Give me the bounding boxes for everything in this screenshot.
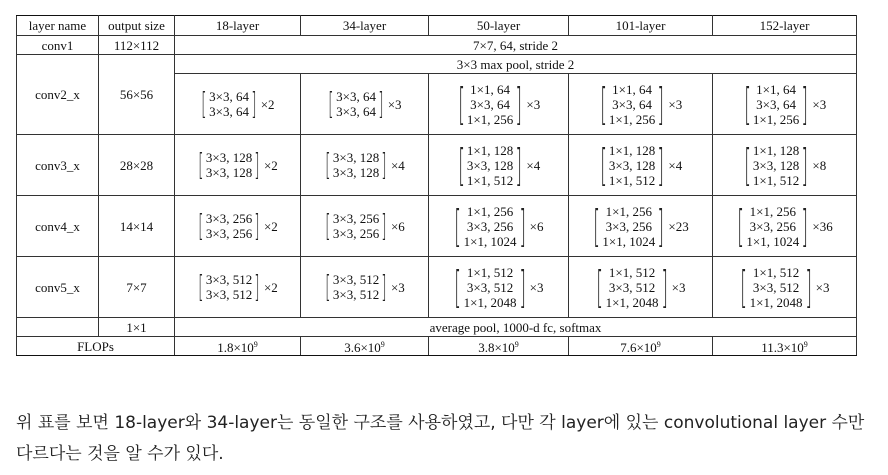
- block-line: 3×3, 256: [749, 218, 796, 234]
- flops-exp: 9: [380, 340, 385, 349]
- header-34-layer: 34-layer: [301, 16, 429, 36]
- block-line: 3×3, 128: [205, 165, 253, 180]
- flops-base: 3.8×10: [478, 340, 515, 355]
- header-50-layer: 50-layer: [429, 16, 569, 36]
- block-line: 1×1, 1024: [746, 233, 800, 249]
- block-line: 1×1, 512: [752, 172, 800, 188]
- block-bracket-group: [743, 78, 827, 130]
- block-line: 1×1, 256: [752, 111, 800, 127]
- block-line: 3×3, 512: [205, 272, 253, 287]
- right-bracket: ]: [804, 261, 812, 313]
- block-multiplier: ×4: [390, 157, 405, 173]
- flops-base: 1.8×10: [217, 340, 254, 355]
- block-bracket-group: [197, 208, 278, 244]
- block-multiplier: ×6: [529, 218, 544, 234]
- cell-layer-name: conv4_x: [17, 196, 99, 257]
- left-bracket: [: [201, 86, 207, 122]
- block-bracket-group: [324, 269, 405, 305]
- block-line: 3×3, 128: [608, 157, 656, 173]
- block-lines: [332, 150, 380, 180]
- block-line: 1×1, 256: [605, 203, 652, 219]
- right-bracket: ]: [657, 78, 665, 130]
- row-flops: [17, 337, 857, 356]
- cell-block-l18: [175, 135, 301, 196]
- cell-block-l101: [569, 74, 713, 135]
- block-bracket-group: [739, 261, 830, 313]
- left-bracket: [: [325, 269, 331, 305]
- right-bracket: ]: [381, 208, 387, 244]
- flops-exp: 9: [656, 340, 661, 349]
- block-line: 3×3, 128: [752, 157, 800, 173]
- left-bracket: [: [737, 200, 745, 252]
- block-lines: [463, 265, 518, 310]
- block-line: 1×1, 256: [608, 111, 656, 127]
- left-bracket: [: [600, 139, 607, 191]
- cell-block-l101: [569, 257, 713, 318]
- right-bracket: ]: [378, 86, 384, 122]
- block-line: 3×3, 64: [612, 96, 652, 112]
- block-line: 1×1, 128: [608, 142, 656, 158]
- cell-block-l152: [713, 196, 857, 257]
- block-line: 1×1, 512: [752, 264, 800, 280]
- flops-exp: 9: [253, 340, 258, 349]
- right-bracket: ]: [801, 139, 809, 191]
- block-bracket-group: [743, 139, 827, 191]
- left-bracket: [: [198, 147, 204, 183]
- cell-layer-name: conv2_x: [17, 55, 99, 135]
- block-line: 3×3, 256: [466, 218, 514, 234]
- cell-flops-152: [713, 337, 857, 356]
- cell-block-l34: [301, 196, 429, 257]
- cell-block-l152: [713, 135, 857, 196]
- block-bracket-group: [457, 78, 541, 130]
- cell-block-l101: [569, 196, 713, 257]
- cell-block-l101: [569, 135, 713, 196]
- cell-flops-50: [429, 337, 569, 356]
- right-bracket: ]: [515, 78, 523, 130]
- cell-block-l18: [175, 74, 301, 135]
- block-multiplier: ×4: [526, 157, 541, 173]
- block-line: 1×1, 256: [466, 203, 514, 219]
- block-line: 3×3, 512: [608, 279, 656, 295]
- left-bracket: [: [458, 139, 465, 191]
- row-conv5: [17, 257, 857, 318]
- block-line: 1×1, 256: [466, 111, 514, 127]
- header-output-size: output size: [99, 16, 175, 36]
- cell-flops-34: [301, 337, 429, 356]
- block-line: 3×3, 128: [205, 150, 253, 165]
- block-line: 3×3, 256: [605, 218, 652, 234]
- block-line: 1×1, 1024: [602, 233, 656, 249]
- left-bracket: [: [325, 208, 331, 244]
- left-bracket: [: [593, 200, 601, 252]
- block-lines: [205, 211, 253, 241]
- cell-output-size: 112×112: [99, 36, 175, 55]
- block-lines: [752, 143, 800, 188]
- block-line: 1×1, 64: [612, 81, 652, 97]
- cell-conv1-spec: 7×7, 64, stride 2: [175, 36, 857, 55]
- block-multiplier: ×3: [815, 279, 830, 295]
- flops-exp: 9: [514, 340, 519, 349]
- block-multiplier: ×2: [263, 279, 278, 295]
- block-lines: [205, 150, 253, 180]
- block-multiplier: ×3: [668, 96, 683, 112]
- row-conv4: [17, 196, 857, 257]
- cell-output-size: 7×7: [99, 257, 175, 318]
- block-bracket-group: [457, 139, 541, 191]
- block-line: 3×3, 64: [470, 96, 510, 112]
- cell-final-spec: average pool, 1000-d fc, softmax: [175, 318, 857, 337]
- flops-exp: 9: [803, 340, 808, 349]
- left-bracket: [: [454, 200, 462, 252]
- block-line: 3×3, 256: [205, 211, 253, 226]
- cell-block-l18: [175, 196, 301, 257]
- block-lines: [601, 204, 656, 249]
- block-multiplier: ×3: [526, 96, 541, 112]
- block-multiplier: ×2: [263, 157, 278, 173]
- block-line: 1×1, 2048: [605, 294, 659, 310]
- cell-layer-name: conv1: [17, 36, 99, 55]
- block-line: 1×1, 64: [470, 81, 510, 97]
- block-lines: [332, 272, 380, 302]
- block-line: 3×3, 512: [752, 279, 800, 295]
- block-line: 1×1, 512: [608, 264, 656, 280]
- row-final: [17, 318, 857, 337]
- left-bracket: [: [600, 78, 607, 130]
- block-multiplier: ×2: [260, 96, 275, 112]
- block-line: 1×1, 512: [466, 264, 514, 280]
- block-multiplier: ×3: [387, 96, 402, 112]
- block-line: 1×1, 1024: [463, 233, 517, 249]
- cell-block-l152: [713, 74, 857, 135]
- cell-block-l50: [429, 257, 569, 318]
- block-line: 1×1, 2048: [749, 294, 803, 310]
- cell-block-l34: [301, 257, 429, 318]
- block-multiplier: ×8: [812, 157, 827, 173]
- cell-layer-name: conv5_x: [17, 257, 99, 318]
- block-line: 1×1, 128: [752, 142, 800, 158]
- right-bracket: ]: [515, 139, 523, 191]
- cell-layer-name: conv3_x: [17, 135, 99, 196]
- cell-block-l18: [175, 257, 301, 318]
- block-bracket-group: [595, 261, 686, 313]
- block-line: 1×1, 512: [608, 172, 656, 188]
- block-lines: [608, 143, 656, 188]
- cell-block-l34: [301, 74, 429, 135]
- block-bracket-group: [592, 200, 689, 252]
- right-bracket: ]: [381, 147, 387, 183]
- block-multiplier: ×6: [390, 218, 405, 234]
- right-bracket: ]: [801, 78, 809, 130]
- block-bracket-group: [599, 139, 683, 191]
- block-multiplier: ×36: [812, 218, 833, 234]
- right-bracket: ]: [657, 139, 665, 191]
- left-bracket: [: [198, 208, 204, 244]
- block-line: 3×3, 64: [336, 89, 376, 104]
- block-line: 3×3, 64: [209, 104, 249, 119]
- right-bracket: ]: [251, 86, 257, 122]
- block-bracket-group: [453, 200, 544, 252]
- block-line: 1×1, 256: [749, 203, 796, 219]
- caption-text: 위 표를 보면 18-layer와 34-layer는 동일한 구조를 사용하였고, 다만 각 layer에 있는 convolutional layer 수만 다르다는 것을 알 수가 있다.: [16, 413, 865, 464]
- left-bracket: [: [458, 78, 465, 130]
- right-bracket: ]: [254, 147, 260, 183]
- cell-output-size: 14×14: [99, 196, 175, 257]
- cell-block-l50: [429, 74, 569, 135]
- block-line: 3×3, 128: [466, 157, 514, 173]
- block-line: 1×1, 64: [756, 81, 796, 97]
- right-bracket: ]: [254, 208, 260, 244]
- cell-output-size: 28×28: [99, 135, 175, 196]
- left-bracket: [: [325, 147, 331, 183]
- cell-output-size: 1×1: [99, 318, 175, 337]
- block-bracket-group: [197, 147, 278, 183]
- row-conv3: [17, 135, 857, 196]
- cell-block-l50: [429, 196, 569, 257]
- right-bracket: ]: [518, 200, 526, 252]
- block-bracket-group: [599, 78, 683, 130]
- flops-base: 3.6×10: [344, 340, 381, 355]
- block-lines: [466, 143, 514, 188]
- header-101-layer: 101-layer: [569, 16, 713, 36]
- block-line: 3×3, 64: [756, 96, 796, 112]
- left-bracket: [: [596, 261, 604, 313]
- block-line: 3×3, 512: [332, 287, 380, 302]
- block-bracket-group: [324, 147, 405, 183]
- block-bracket-group: [200, 86, 275, 122]
- block-lines: [205, 272, 253, 302]
- block-line: 3×3, 512: [332, 272, 380, 287]
- block-multiplier: ×3: [390, 279, 405, 295]
- right-bracket: ]: [518, 261, 526, 313]
- left-bracket: [: [454, 261, 462, 313]
- block-line: 3×3, 256: [205, 226, 253, 241]
- resnet-architecture-table: [16, 15, 857, 356]
- block-line: 1×1, 2048: [463, 294, 517, 310]
- block-lines: [208, 89, 250, 119]
- block-lines: [335, 89, 377, 119]
- block-multiplier: ×2: [263, 218, 278, 234]
- header-row: [17, 16, 857, 36]
- left-bracket: [: [744, 78, 751, 130]
- block-multiplier: ×23: [668, 218, 689, 234]
- block-lines: [332, 211, 380, 241]
- block-line: 3×3, 256: [332, 211, 380, 226]
- block-lines: [745, 204, 800, 249]
- block-bracket-group: [324, 208, 405, 244]
- right-bracket: ]: [381, 269, 387, 305]
- cell-layer-name: [17, 318, 99, 337]
- block-lines: [752, 82, 800, 127]
- header-layer-name: layer name: [17, 16, 99, 36]
- cell-block-l34: [301, 135, 429, 196]
- right-bracket: ]: [660, 261, 668, 313]
- left-bracket: [: [740, 261, 748, 313]
- block-multiplier: ×3: [812, 96, 827, 112]
- cell-flops-18: [175, 337, 301, 356]
- block-multiplier: ×3: [529, 279, 544, 295]
- block-bracket-group: [327, 86, 402, 122]
- left-bracket: [: [328, 86, 334, 122]
- row-max-pool: [17, 55, 857, 74]
- cell-block-l50: [429, 135, 569, 196]
- header-18-layer: 18-layer: [175, 16, 301, 36]
- flops-base: 7.6×10: [620, 340, 657, 355]
- block-multiplier: ×4: [668, 157, 683, 173]
- row-conv1: [17, 36, 857, 55]
- block-line: 3×3, 256: [332, 226, 380, 241]
- block-lines: [605, 265, 660, 310]
- block-line: 3×3, 64: [336, 104, 376, 119]
- cell-flops-label: FLOPs: [17, 337, 175, 356]
- block-line: 1×1, 512: [466, 172, 514, 188]
- block-multiplier: ×3: [671, 279, 686, 295]
- block-lines: [608, 82, 656, 127]
- right-bracket: ]: [657, 200, 665, 252]
- block-line: 3×3, 128: [332, 150, 380, 165]
- cell-pool-spec: 3×3 max pool, stride 2: [175, 55, 857, 74]
- block-bracket-group: [197, 269, 278, 305]
- cell-block-l152: [713, 257, 857, 318]
- block-lines: [463, 204, 518, 249]
- block-bracket-group: [736, 200, 833, 252]
- right-bracket: ]: [801, 200, 809, 252]
- block-line: 3×3, 128: [332, 165, 380, 180]
- left-bracket: [: [744, 139, 751, 191]
- cell-output-size: 56×56: [99, 55, 175, 135]
- cell-flops-101: [569, 337, 713, 356]
- left-bracket: [: [198, 269, 204, 305]
- block-lines: [466, 82, 514, 127]
- block-line: 3×3, 512: [466, 279, 514, 295]
- flops-base: 11.3×10: [761, 340, 804, 355]
- right-bracket: ]: [254, 269, 260, 305]
- block-line: 1×1, 128: [466, 142, 514, 158]
- block-line: 3×3, 64: [209, 89, 249, 104]
- header-152-layer: 152-layer: [713, 16, 857, 36]
- block-bracket-group: [453, 261, 544, 313]
- block-lines: [749, 265, 804, 310]
- block-line: 3×3, 512: [205, 287, 253, 302]
